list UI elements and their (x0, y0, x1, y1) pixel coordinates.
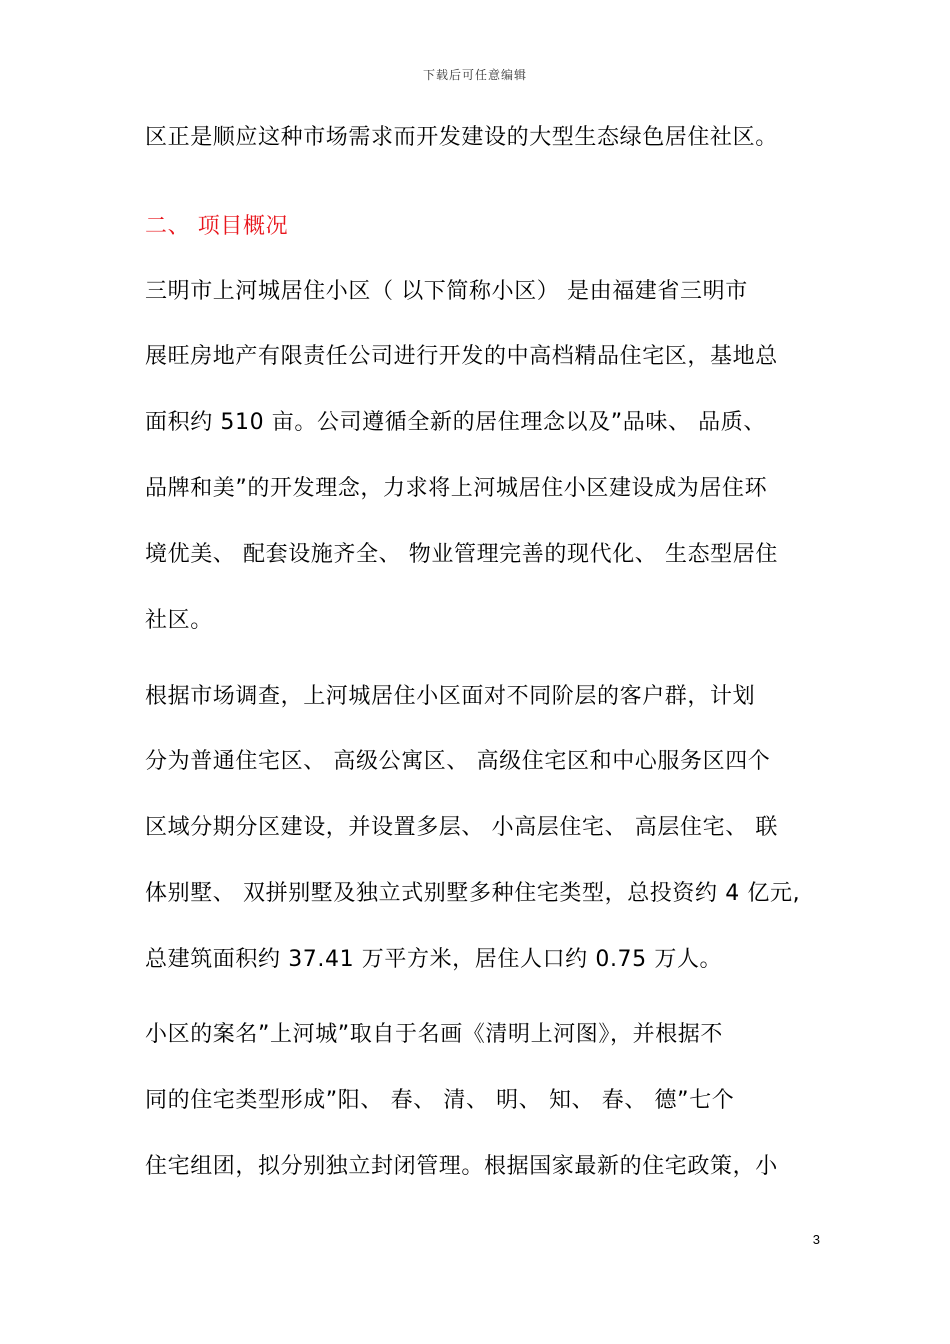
paragraph-line: 区正是顺应这种市场需求而开发建设的大型生态绿色居住社区。 (145, 125, 778, 150)
paragraph-line: 体别墅、 双拼别墅及独立式别墅多种住宅类型，总投资约 4 亿元, (145, 881, 801, 906)
paragraph-line: 总建筑面积约 37.41 万平方米，居住人口约 0.75 万人。 (145, 947, 723, 972)
paragraph-line: 住宅组团，拟分别独立封闭管理。根据国家最新的住宅政策，小 (145, 1154, 778, 1179)
paragraph-line: 根据市场调查，上河城居住小区面对不同阶层的客户群，计划 (145, 684, 756, 709)
paragraph-line: 品牌和美”的开发理念，力求将上河城居住小区建设成为居住环 (145, 476, 768, 501)
paragraph-line: 展旺房地产有限责任公司进行开发的中高档精品住宅区，基地总 (145, 344, 778, 369)
paragraph-line: 分为普通住宅区、 高级公寓区、 高级住宅区和中心服务区四个 (145, 749, 771, 774)
paragraph-line: 面积约 510 亩。公司遵循全新的居住理念以及”品味、 品质、 (145, 410, 766, 435)
paragraph-line: 区域分期分区建设，并设置多层、 小高层住宅、 高层住宅、 联 (145, 815, 778, 840)
paragraph-line: 境优美、 配套设施齐全、 物业管理完善的现代化、 生态型居住 (145, 542, 778, 567)
paragraph-line: 社区。 (145, 608, 213, 633)
paragraph-line: 小区的案名”上河城”取自于名画《清明上河图》，并根据不 (145, 1022, 723, 1047)
section-heading: 二、 项目概况 (145, 214, 289, 239)
paragraph-line: 三明市上河城居住小区（ 以下简称小区） 是由福建省三明市 (145, 279, 748, 304)
page-number: 3 (812, 1232, 820, 1247)
paragraph-line: 同的住宅类型形成”阳、 春、 清、 明、 知、 春、 德”七个 (145, 1088, 735, 1113)
header-note: 下载后可任意编辑 (422, 68, 527, 82)
